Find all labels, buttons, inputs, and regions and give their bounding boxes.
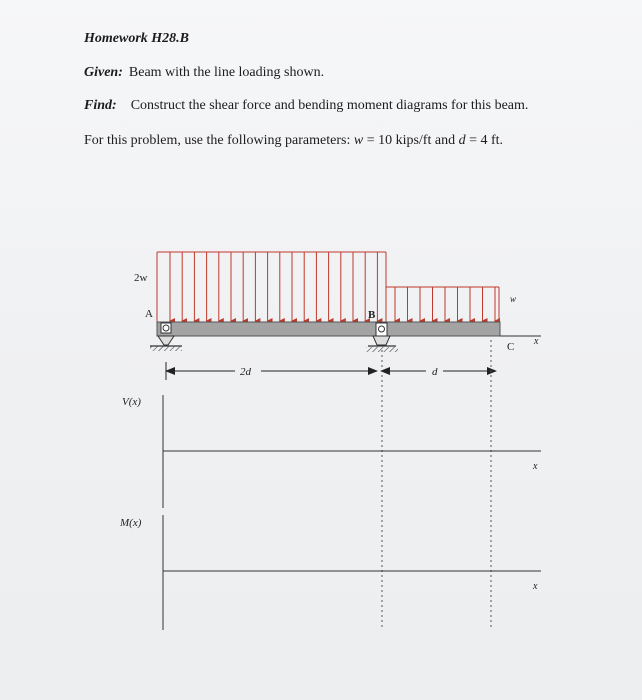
dimension-2d bbox=[166, 362, 377, 380]
beam-x-label: x bbox=[534, 336, 539, 347]
shear-x-label: x bbox=[533, 461, 538, 472]
given-text: Beam with the line loading shown. bbox=[128, 65, 325, 80]
moment-x-label: x bbox=[533, 581, 538, 592]
point-c-label: C bbox=[507, 341, 515, 353]
param-d-symbol: d bbox=[458, 133, 466, 148]
dimension-2d-label: 2d bbox=[240, 366, 251, 378]
page-title: Homework H28.B bbox=[84, 31, 190, 46]
param-w-symbol: w bbox=[353, 133, 364, 148]
dimension-d-label: d bbox=[432, 366, 438, 378]
beam bbox=[157, 322, 500, 336]
find-text: Construct the shear force and bending moment diagrams for this beam. bbox=[130, 98, 529, 113]
shear-diagram-axes bbox=[163, 395, 541, 508]
param-w-value: = 10 kips/ft and bbox=[363, 133, 459, 148]
point-a-label: A bbox=[145, 308, 153, 320]
load-label-2w: 2w bbox=[134, 272, 148, 284]
params-prefix: For this problem, use the following parameters: bbox=[84, 133, 354, 148]
distributed-load-w bbox=[386, 287, 499, 322]
param-d-value: = 4 ft. bbox=[465, 133, 504, 148]
point-b-label: B bbox=[368, 309, 376, 321]
given-label: Given: bbox=[84, 65, 123, 80]
moment-label: M(x) bbox=[120, 517, 142, 529]
load-label-w: w bbox=[510, 294, 517, 304]
distributed-load-2w bbox=[157, 252, 386, 322]
shear-label: V(x) bbox=[122, 396, 141, 408]
moment-diagram-axes bbox=[163, 515, 541, 630]
find-label: Find: bbox=[84, 98, 117, 113]
